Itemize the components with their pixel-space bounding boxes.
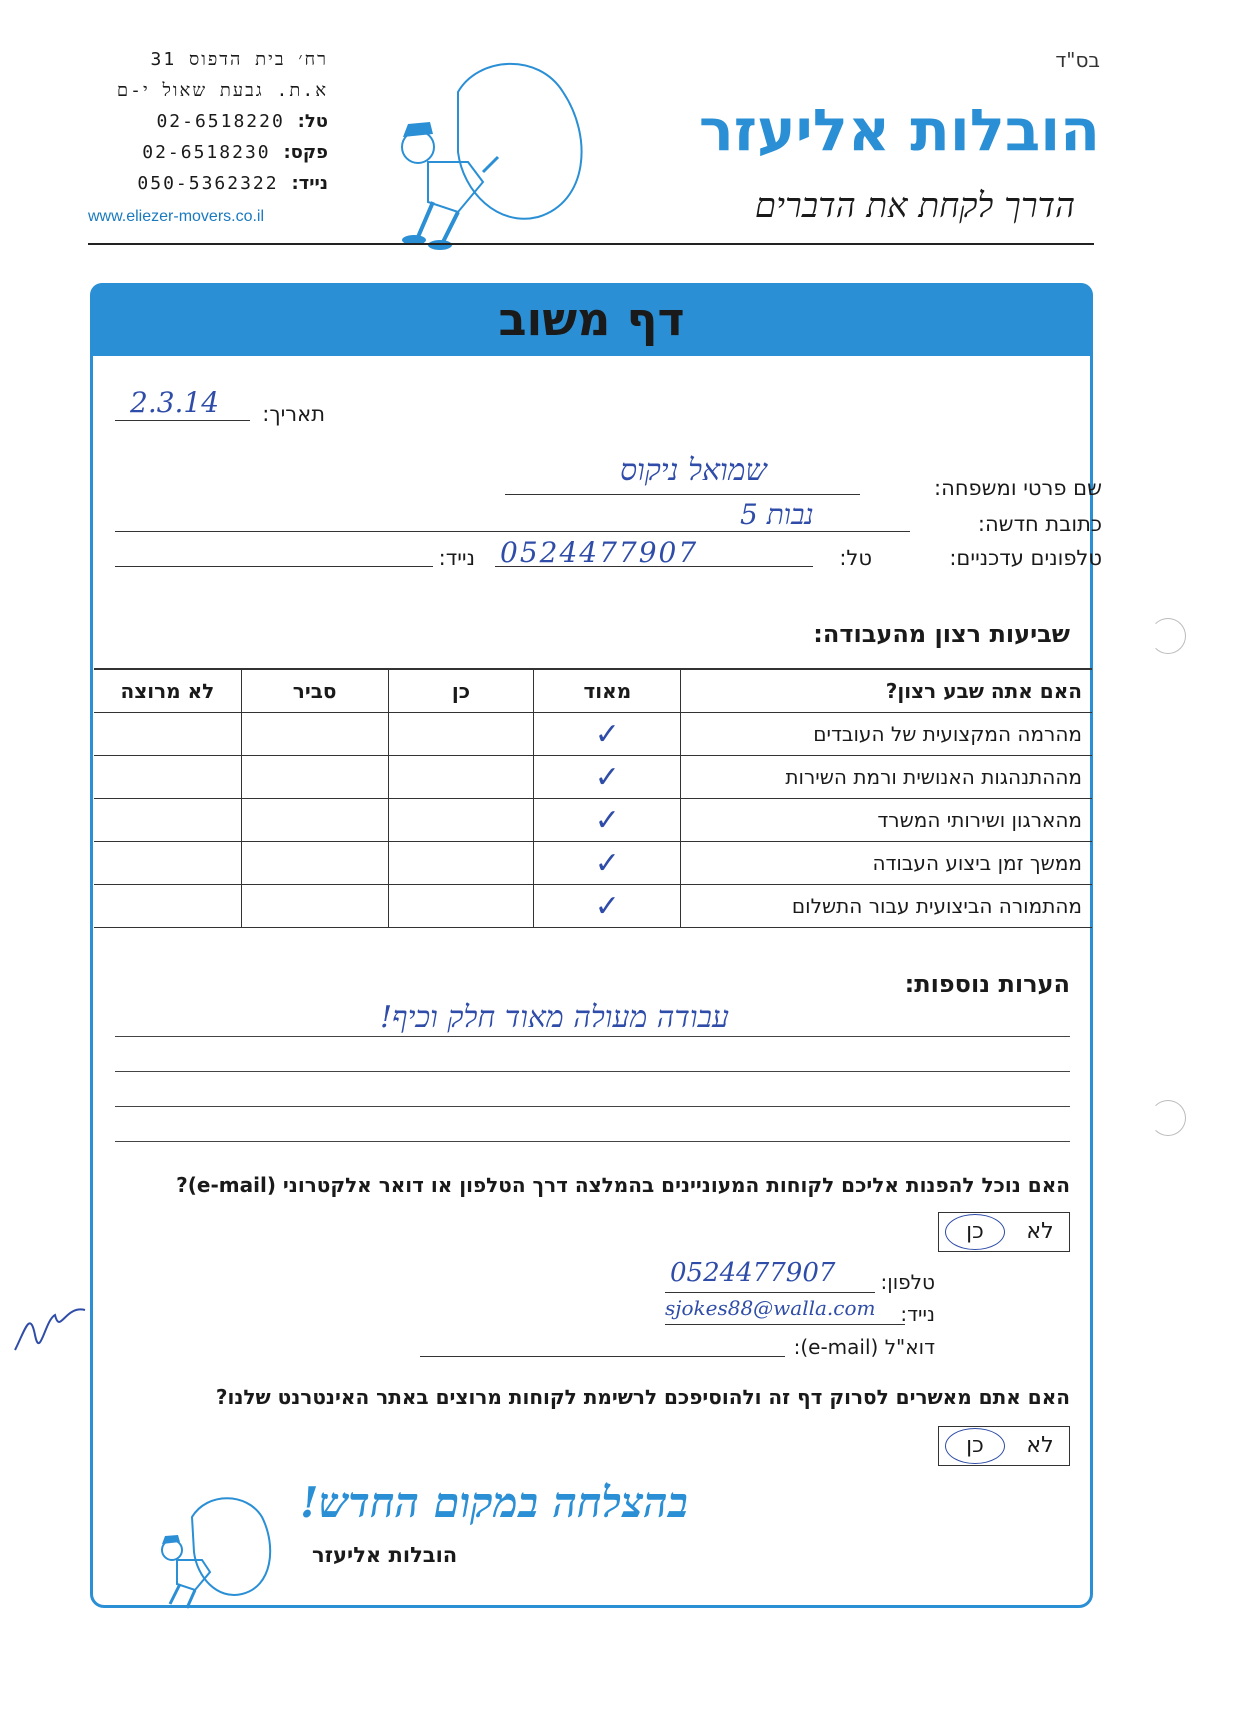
- table-row: [94, 842, 1092, 885]
- referral-phone-label: טלפון:: [880, 1270, 935, 1294]
- notes-line-3[interactable]: [115, 1106, 1070, 1107]
- cell-very[interactable]: [534, 713, 681, 756]
- cell-fair[interactable]: [241, 713, 388, 756]
- referral-yes-option[interactable]: כן: [945, 1214, 1005, 1250]
- website-link[interactable]: www.eliezer-movers.co.il: [88, 208, 265, 225]
- mobile-label: נייד:: [438, 546, 475, 570]
- referral-no-option[interactable]: לא: [1026, 1219, 1054, 1244]
- mobile-label: נייד:: [291, 173, 328, 194]
- cell-very[interactable]: [534, 842, 681, 885]
- referral-email-label: דוא"ל (e-mail):: [793, 1335, 935, 1359]
- referral-yes-no: [938, 1212, 1070, 1252]
- cell-very[interactable]: [534, 885, 681, 928]
- row-label: ממשך זמן ביצוע העבודה: [681, 842, 1092, 885]
- notes-line-2[interactable]: [115, 1071, 1070, 1072]
- fax-row: [88, 137, 328, 168]
- mobile-row: [88, 168, 328, 199]
- phones-label: טלפונים עדכניים:: [949, 546, 1102, 570]
- tel-value[interactable]: 0524477907: [500, 536, 699, 569]
- footer-slogan: בהצלחה במקום החדש!: [300, 1478, 688, 1527]
- col-yes: כן: [388, 669, 534, 713]
- referral-email-line[interactable]: [420, 1356, 785, 1357]
- cell-fair[interactable]: [241, 842, 388, 885]
- table-row: [94, 885, 1092, 928]
- mobile-line[interactable]: [115, 566, 433, 567]
- referral-phone-value[interactable]: 0524477907: [670, 1258, 836, 1288]
- referral-phone-line[interactable]: [665, 1292, 875, 1293]
- referral-mobile-line[interactable]: [665, 1324, 905, 1325]
- mover-mascot-logo: [388, 52, 613, 252]
- table-row: [94, 799, 1092, 842]
- address-value[interactable]: נבות 5: [740, 498, 814, 531]
- row-label: מההתנהגות האנושית ורמת השירות: [681, 756, 1092, 799]
- col-question: האם אתה שבע רצון?: [681, 669, 1092, 713]
- cell-unsatisfied[interactable]: [94, 756, 241, 799]
- satisfaction-table: [94, 668, 1092, 928]
- notes-title: הערות נוספות:: [904, 970, 1070, 998]
- publish-yes-no: [938, 1426, 1070, 1466]
- cell-fair[interactable]: [241, 885, 388, 928]
- notes-text[interactable]: עבודה מעולה מאוד חלק וכיף!: [380, 1000, 729, 1035]
- punch-hole-bottom: [1150, 1100, 1186, 1136]
- publish-yes-option[interactable]: כן: [945, 1428, 1005, 1464]
- header-divider: [88, 243, 1094, 245]
- phone-number: 02-6518220: [156, 111, 285, 132]
- cell-fair[interactable]: [241, 799, 388, 842]
- row-label: מהתמורה הביצועית עבור התשלום: [681, 885, 1092, 928]
- cell-yes[interactable]: [388, 756, 534, 799]
- check-mark: ✓: [594, 759, 620, 795]
- check-mark: ✓: [594, 845, 620, 881]
- referral-mobile-label: נייד:: [900, 1302, 935, 1326]
- col-very: מאוד: [534, 669, 681, 713]
- cell-yes[interactable]: [388, 713, 534, 756]
- address-label: כתובת חדשה:: [977, 512, 1102, 536]
- publish-question: האם אתם מאשרים לסרוק דף זה ולהוסיפכם לרשימת לקוחות מרוצים באתר האינטרנט שלנו?: [215, 1385, 1070, 1409]
- footer-brand: הובלות אליעזר: [312, 1543, 458, 1567]
- date-label: תאריך:: [262, 402, 325, 426]
- table-row: [94, 713, 1092, 756]
- phone-label: טל:: [297, 111, 328, 132]
- brand-name: הובלות אליעזר: [698, 96, 1100, 164]
- address-area: א.ת. גבעת שאול י-ם: [116, 80, 328, 101]
- date-value[interactable]: 2.3.14: [130, 386, 220, 419]
- notes-line-1[interactable]: [115, 1036, 1070, 1037]
- referral-mobile-value[interactable]: sjokes88@walla.com: [665, 1296, 876, 1320]
- referral-question: האם נוכל להפנות אליכם לקוחות המעוניינים בהמלצה דרך הטלפון או דואר אלקטרוני (e-mail)?: [176, 1173, 1070, 1197]
- bsd-mark: בס"ד: [1055, 48, 1100, 72]
- cell-unsatisfied[interactable]: [94, 885, 241, 928]
- cell-yes[interactable]: [388, 885, 534, 928]
- cell-very[interactable]: [534, 799, 681, 842]
- mobile-number: 050-5362322: [137, 173, 279, 194]
- cell-fair[interactable]: [241, 756, 388, 799]
- notes-line-4[interactable]: [115, 1141, 1070, 1142]
- satisfaction-title: שביעות רצון מהעבודה:: [813, 620, 1070, 648]
- fax-number: 02-6518230: [142, 142, 271, 163]
- address-street: רח׳ בית הדפוס 31: [150, 49, 328, 70]
- table-header-row: [94, 669, 1092, 713]
- date-line[interactable]: [115, 420, 250, 421]
- check-mark: ✓: [594, 888, 620, 924]
- name-line[interactable]: [505, 494, 860, 495]
- name-value[interactable]: שמואל ניקוס: [620, 453, 767, 488]
- phone-row: [88, 106, 328, 137]
- cell-yes[interactable]: [388, 842, 534, 885]
- table-row: [94, 756, 1092, 799]
- check-mark: ✓: [594, 716, 620, 752]
- col-fair: סביר: [241, 669, 388, 713]
- fax-label: פקס:: [283, 142, 328, 163]
- cell-unsatisfied[interactable]: [94, 713, 241, 756]
- row-label: מהארגון ושירותי המשרד: [681, 799, 1092, 842]
- publish-no-option[interactable]: לא: [1026, 1433, 1054, 1458]
- col-unsatisfied: לא מרוצה: [94, 669, 241, 713]
- cell-very[interactable]: [534, 756, 681, 799]
- brand-slogan: הדרך לקחת את הדברים: [754, 186, 1075, 226]
- form-title: דף משוב: [498, 292, 685, 346]
- tel-label: טל:: [839, 546, 872, 570]
- footer-mascot-logo: [152, 1492, 282, 1612]
- cell-yes[interactable]: [388, 799, 534, 842]
- row-label: מהרמה המקצועית של העובדים: [681, 713, 1092, 756]
- cell-unsatisfied[interactable]: [94, 799, 241, 842]
- punch-hole-top: [1150, 618, 1186, 654]
- margin-signature-scribble: [5, 1290, 95, 1370]
- name-label: שם פרטי ומשפחה:: [934, 476, 1102, 500]
- check-mark: ✓: [594, 802, 620, 838]
- contact-block: [88, 44, 328, 199]
- cell-unsatisfied[interactable]: [94, 842, 241, 885]
